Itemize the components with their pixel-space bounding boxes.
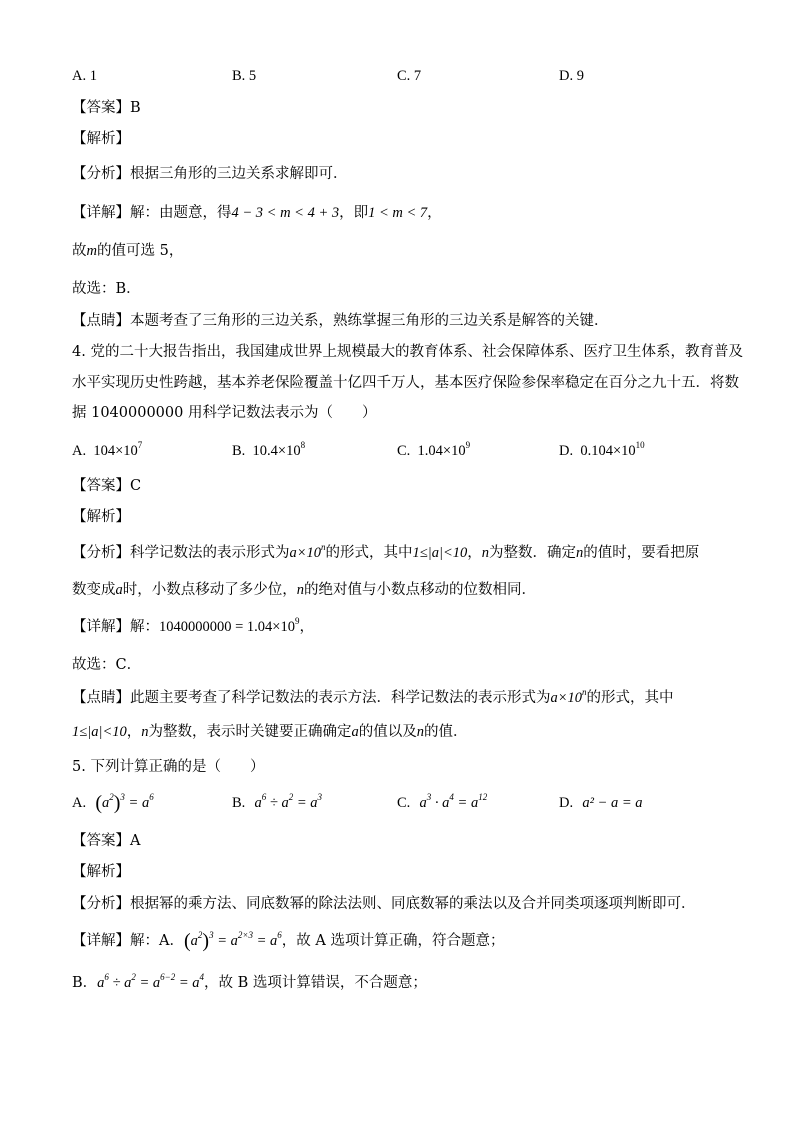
q4-option-a: A. $104\times 10^7$ [72,440,143,459]
q5-option-d: D. a² − a = a [559,795,643,811]
q4-stem-line1: 4. 党的二十大报告指出，我国建成世界上规模最大的教育体系、社会保障体系、医疗卫生体系，教育普及 [72,344,743,360]
q5-jiexi-heading: 【解析】 [72,864,130,880]
q4-detail: 【详解】解：$1040000000 = 1.04\times 10^9$， [72,616,314,635]
q4-stem-line2: 水平实现历史性跨越，基本养老保险覆盖十亿四千万人，基本医疗保险参保率稳定在百分之九十五．将数 [72,375,739,391]
q4-option-b: B. $10.4\times 10^8$ [232,440,306,459]
q4-answer: 【答案】C [72,478,142,494]
q4-range: 1≤|a|<10 [412,545,468,561]
q3-choose: 故选：B． [72,281,141,297]
q4-key-point-line2: 1≤|a|<10，n为整数，表示时关键要正确确定a的值以及n的值． [72,724,468,740]
q3-analysis: 【分析】根据三角形的三边关系求解即可． [72,166,348,182]
q5-option-a: A. $(a^2)^3 = a^6$ [72,792,154,814]
q5-stem: 5. 下列计算正确的是（ ） [72,759,265,775]
q3-detail-prefix: 【详解】解：由题意，得 [72,205,232,221]
q3-option-a: A. 1 [72,68,97,84]
q3-jiexi-heading: 【解析】 [72,131,130,147]
q3-option-b: B. 5 [232,68,257,84]
q3-detail-inequality-1: 4 − 3 < m < 4 + 3 [231,205,340,221]
q4-sci-form: $a\times 10^n$ [289,542,326,561]
q5-answer: 【答案】A [72,833,141,849]
q5-analysis: 【分析】根据幂的乘方法、同底数幂的除法法则、同底数幂的乘法以及合并同类项逐项判断即可． [72,896,696,912]
q4-analysis-line1: 【分析】科学记数法的表示形式为$a\times 10^n$的形式，其中1≤|a|<10，n为整数．确定n的值时，要看把原 [72,542,700,561]
q4-option-c: C. $1.04\times 10^9$ [397,440,471,459]
q5-detail-a: 【详解】解：A．$(a^2)^3 = a^{2\times 3} = a^6$，故 A 选项计算正确，符合题意； [72,930,505,952]
q3-line2-prefix: 故 [72,243,87,259]
q3-detail-mid: ，即 [339,205,369,221]
q3-detail [72,203,722,223]
q5-option-c: C. $a^3 \cdot a^4 = a^{12}$ [397,792,488,811]
q5-detail-b: B．$a^6 \div a^2 = a^{6-2} = a^4$，故 B 选项计算错误，不合题意； [72,972,427,991]
q4-choose: 故选：C． [72,657,142,673]
q3-answer: 【答案】B [72,100,141,116]
q5-option-b: B. $a^6 \div a^2 = a^3$ [232,792,323,811]
q5-detail-a-expression: $(a^2)^3 = a^{2\times 3} = a^6$ [183,930,282,952]
q3-detail-end: ， [427,205,442,221]
q3-line2-suffix: 的值可选 5， [96,243,184,259]
q4-analysis-line2: 数变成a时，小数点移动了多少位，n的绝对值与小数点移动的位数相同． [72,582,536,598]
q4-stem-line3: 据 1040000000 用科学记数法表示为（ ） [72,405,377,421]
q3-option-c: C. 7 [397,68,422,84]
q3-key-point: 【点睛】本题考查了三角形的三边关系，熟练掌握三角形的三边关系是解答的关键． [72,313,609,329]
q4-key-point-line1: 【点睛】此题主要考查了科学记数法的表示方法．科学记数法的表示形式为$a\times 10^n$的形式，其中 [72,687,674,706]
q3-line2-variable: m [86,243,97,259]
q3-option-d: D. 9 [559,68,584,84]
q4-jiexi-heading: 【解析】 [72,509,130,525]
q4-option-d: D. $0.104\times 10^{10}$ [559,440,645,459]
q3-detail-line2 [72,241,722,261]
q5-detail-b-expression: $a^6 \div a^2 = a^{6-2} = a^4$ [97,972,205,991]
q3-detail-inequality-2: 1 < m < 7 [368,205,428,221]
